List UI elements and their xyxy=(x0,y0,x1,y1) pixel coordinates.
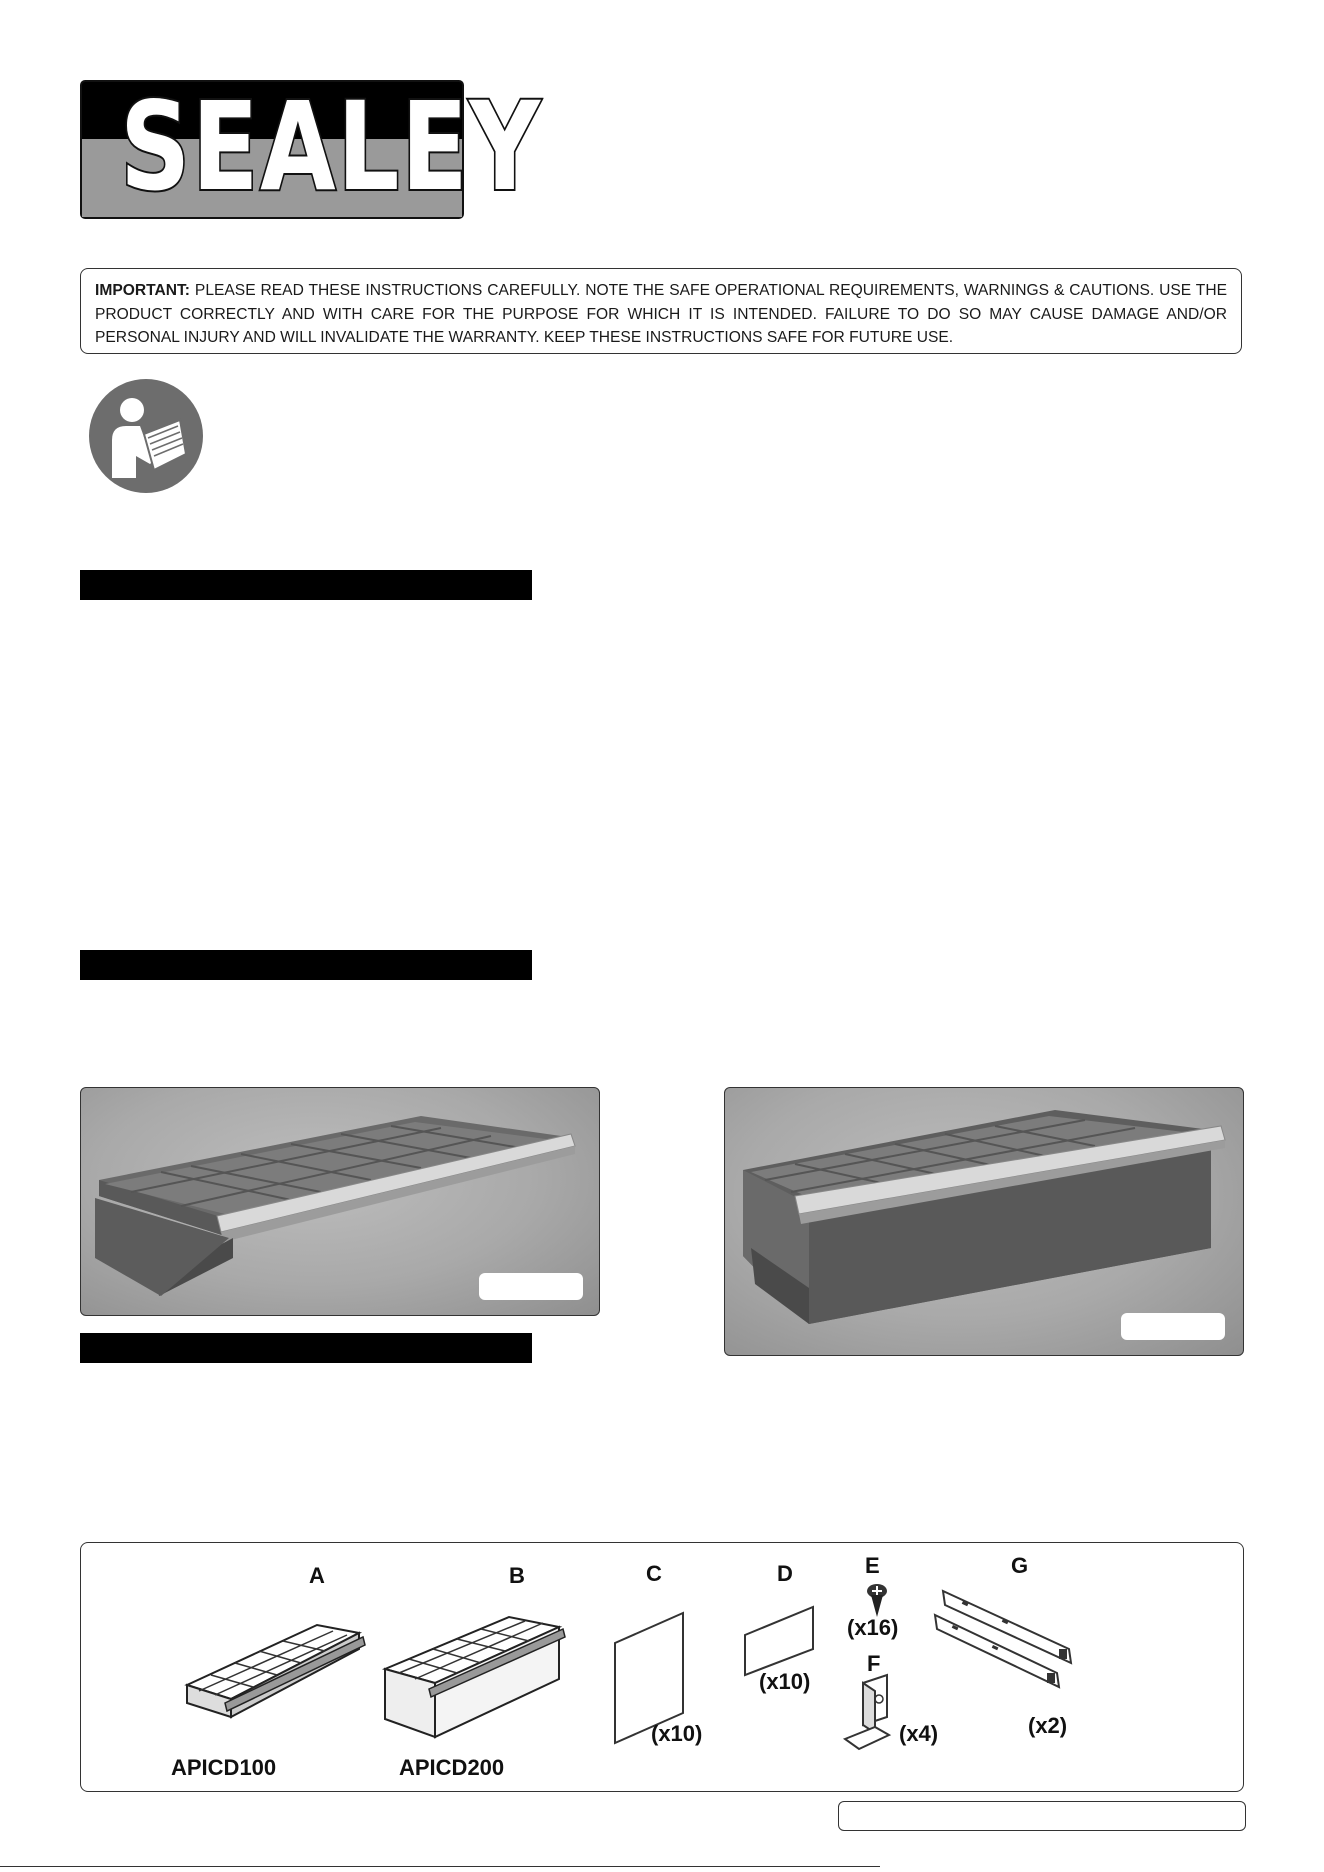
part-label-g: G xyxy=(1011,1553,1029,1578)
part-label-f: F xyxy=(867,1651,881,1676)
drawer-photo-apicd100 xyxy=(80,1087,600,1316)
important-notice xyxy=(80,268,1242,354)
qty-c: (x10) xyxy=(651,1721,703,1746)
screw-e-icon xyxy=(863,1583,893,1619)
footer-box xyxy=(838,1801,1246,1831)
section-bar-2 xyxy=(80,950,532,980)
section-bar-3 xyxy=(80,1333,532,1363)
section-bar-1 xyxy=(80,570,532,600)
read-manual-icon xyxy=(88,378,204,494)
contents-box xyxy=(80,1542,1244,1792)
drawer-photo-apicd200 xyxy=(724,1087,1244,1356)
part-label-d: D xyxy=(777,1561,793,1586)
photo-label-tag xyxy=(1121,1313,1225,1340)
qty-e: (x16) xyxy=(847,1615,899,1640)
bracket-f-drawing xyxy=(841,1673,901,1753)
part-label-c: C xyxy=(646,1561,662,1586)
part-label-b: B xyxy=(509,1563,525,1588)
model-apicd100: APICD100 xyxy=(171,1755,277,1780)
model-apicd200: APICD200 xyxy=(399,1755,505,1780)
sealey-logo xyxy=(80,76,542,219)
drawer-b-drawing xyxy=(379,1609,579,1759)
logo-text: SEALEY xyxy=(120,76,542,218)
photo-label-tag xyxy=(479,1273,583,1300)
slide-rails-g-drawing xyxy=(933,1587,1083,1697)
bottom-rule xyxy=(0,1866,880,1867)
drawer-a-drawing xyxy=(181,1613,381,1753)
important-text: PLEASE READ THESE INSTRUCTIONS CAREFULLY. NOTE THE SAFE OPERATIONAL REQUIREMENTS, WARNINGS & CAUTIONS. USE THE PRODUCT CORRECTLY AND WITH CARE FOR THE PURPOSE FOR WHICH IT IS INTENDED. FAILURE TO DO SO MAY CAUSE DAMAGE AND/OR PERSONAL INJURY AND WILL INVALIDATE THE WARRANTY. KEEP THESE INSTRUCTIONS SAFE FOR FUTURE USE. xyxy=(95,282,1227,346)
qty-f: (x4) xyxy=(899,1721,939,1746)
qty-g: (x2) xyxy=(1028,1713,1068,1738)
important-label: IMPORTANT: xyxy=(95,282,190,299)
qty-d: (x10) xyxy=(759,1669,811,1694)
part-label-e: E xyxy=(865,1553,880,1578)
part-label-a: A xyxy=(309,1563,325,1588)
